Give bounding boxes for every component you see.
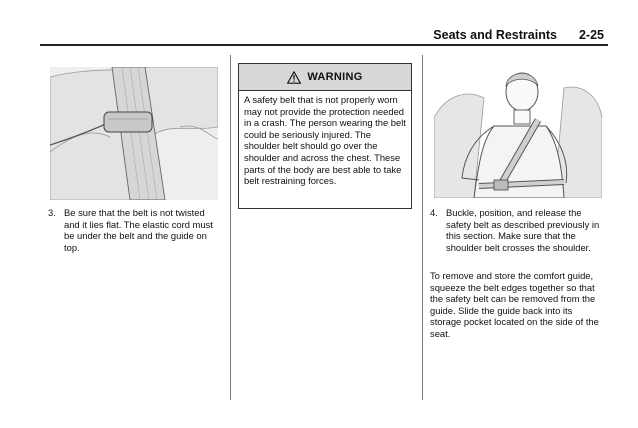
belt-guide-figure (50, 67, 218, 200)
step-3-text: Be sure that the belt is not twisted and it lies flat. The elastic cord must be under the belt and the guide on top. (64, 207, 213, 253)
column-divider-right (422, 55, 423, 400)
belt-guide-drawing (50, 67, 218, 200)
warning-title: WARNING (307, 71, 363, 83)
header-rule (40, 44, 608, 46)
warning-header (239, 64, 411, 91)
page-number: 2-25 (578, 28, 604, 42)
step-3 (48, 207, 218, 253)
step-4-text: Buckle, position, and release the safety belt as described previously in this section. Make sure that the shoulder belt crosses the shoulder. (446, 207, 600, 253)
step-4 (430, 207, 606, 253)
step-4-number: 4. (430, 207, 438, 218)
step-3-number: 3. (48, 207, 56, 218)
occupant-drawing (434, 58, 602, 198)
column-divider-left (230, 55, 231, 400)
section-title: Seats and Restraints (433, 28, 557, 42)
warning-box (238, 63, 412, 209)
page-header (40, 26, 604, 44)
occupant-figure (434, 58, 602, 198)
warning-triangle-icon (287, 71, 301, 84)
warning-text: A safety belt that is not properly worn may not provide the protection needed in a crash. The person wearing the belt could be seriously injured. The shoulder belt should go over the shoulder and across the chest. These parts of the body are best able to take belt restraining forces. (244, 94, 406, 187)
comfort-guide-paragraph: To remove and store the comfort guide, squeeze the belt edges together so that the safety belt can be removed from the guide. Slide the guide back into its storage pocket located on the side of the seat. (430, 270, 599, 339)
